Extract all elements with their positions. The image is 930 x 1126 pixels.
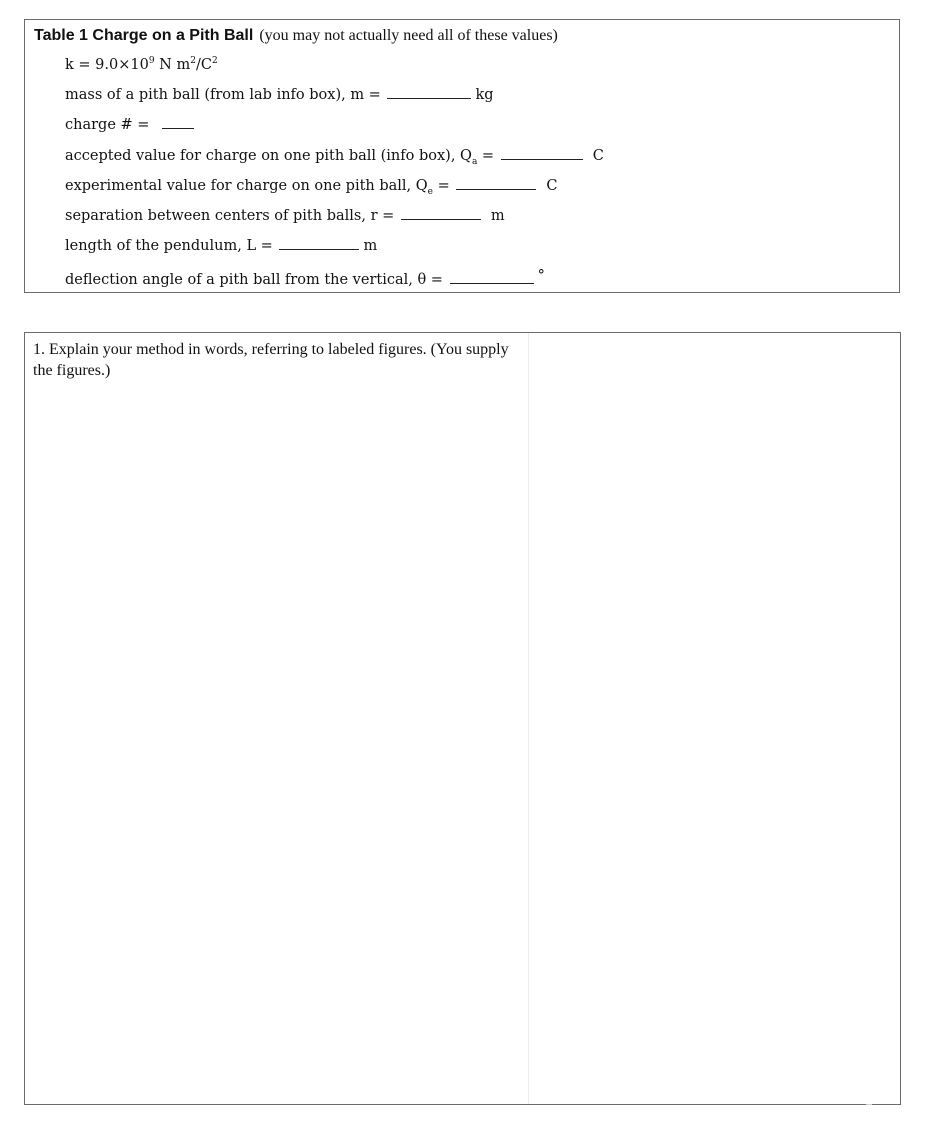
separation-unit: m — [490, 208, 505, 224]
table-1-box — [24, 19, 900, 293]
mass-row — [65, 86, 494, 104]
k-prefix: k = 9.0×10 — [65, 57, 149, 73]
table-title — [34, 27, 558, 45]
separation-blank[interactable] — [401, 207, 481, 220]
experimental-charge-equals: = — [433, 178, 455, 194]
k-suffix: /C — [195, 57, 212, 73]
question-1-box — [24, 332, 901, 1105]
mass-unit: kg — [475, 87, 494, 103]
charge-number-row — [65, 116, 194, 134]
question-1-text: 1. Explain your method in words, referring to labeled figures. (You supply the figures.) — [33, 341, 509, 379]
pendulum-length-blank[interactable] — [279, 237, 359, 250]
corner-tick-mark — [866, 1104, 872, 1105]
mass-label: mass of a pith ball (from lab info box), m = — [65, 87, 386, 103]
accepted-charge-equals: = — [477, 148, 499, 164]
experimental-charge-label: experimental value for charge on one pith ball, Q — [65, 178, 428, 194]
deflection-angle-unit: ° — [537, 268, 545, 284]
separation-row — [65, 207, 505, 225]
accepted-charge-subscript: a — [471, 156, 478, 167]
table-title-bold: Table 1 Charge on a Pith Ball — [34, 27, 254, 44]
mass-blank[interactable] — [387, 86, 471, 99]
accepted-charge-row — [65, 147, 604, 165]
experimental-charge-subscript: e — [427, 186, 433, 197]
table-title-note: (you may not actually need all of these values) — [259, 27, 558, 44]
k-mid: N m — [154, 57, 191, 73]
separation-label: separation between centers of pith balls, r = — [65, 208, 399, 224]
pendulum-length-label: length of the pendulum, L = — [65, 238, 278, 254]
charge-number-blank[interactable] — [162, 116, 194, 129]
accepted-charge-label: accepted value for charge on one pith ball (info box), Q — [65, 148, 472, 164]
k-suffix-sup: 2 — [211, 56, 218, 67]
pendulum-length-unit: m — [363, 238, 378, 254]
charge-number-label: charge # = — [65, 117, 155, 133]
k-unit-sup: 2 — [190, 56, 196, 67]
accepted-charge-unit: C — [592, 148, 604, 164]
deflection-angle-row — [65, 267, 545, 289]
k-constant-row — [65, 56, 218, 74]
k-exponent: 9 — [148, 56, 155, 67]
accepted-charge-blank[interactable] — [501, 147, 583, 160]
experimental-charge-unit: C — [546, 178, 558, 194]
pendulum-length-row — [65, 237, 377, 255]
question-column-divider — [528, 333, 529, 1104]
experimental-charge-row — [65, 177, 557, 195]
experimental-charge-blank[interactable] — [456, 177, 536, 190]
deflection-angle-blank[interactable] — [450, 271, 534, 284]
deflection-angle-label: deflection angle of a pith ball from the vertical, θ = — [65, 272, 448, 288]
